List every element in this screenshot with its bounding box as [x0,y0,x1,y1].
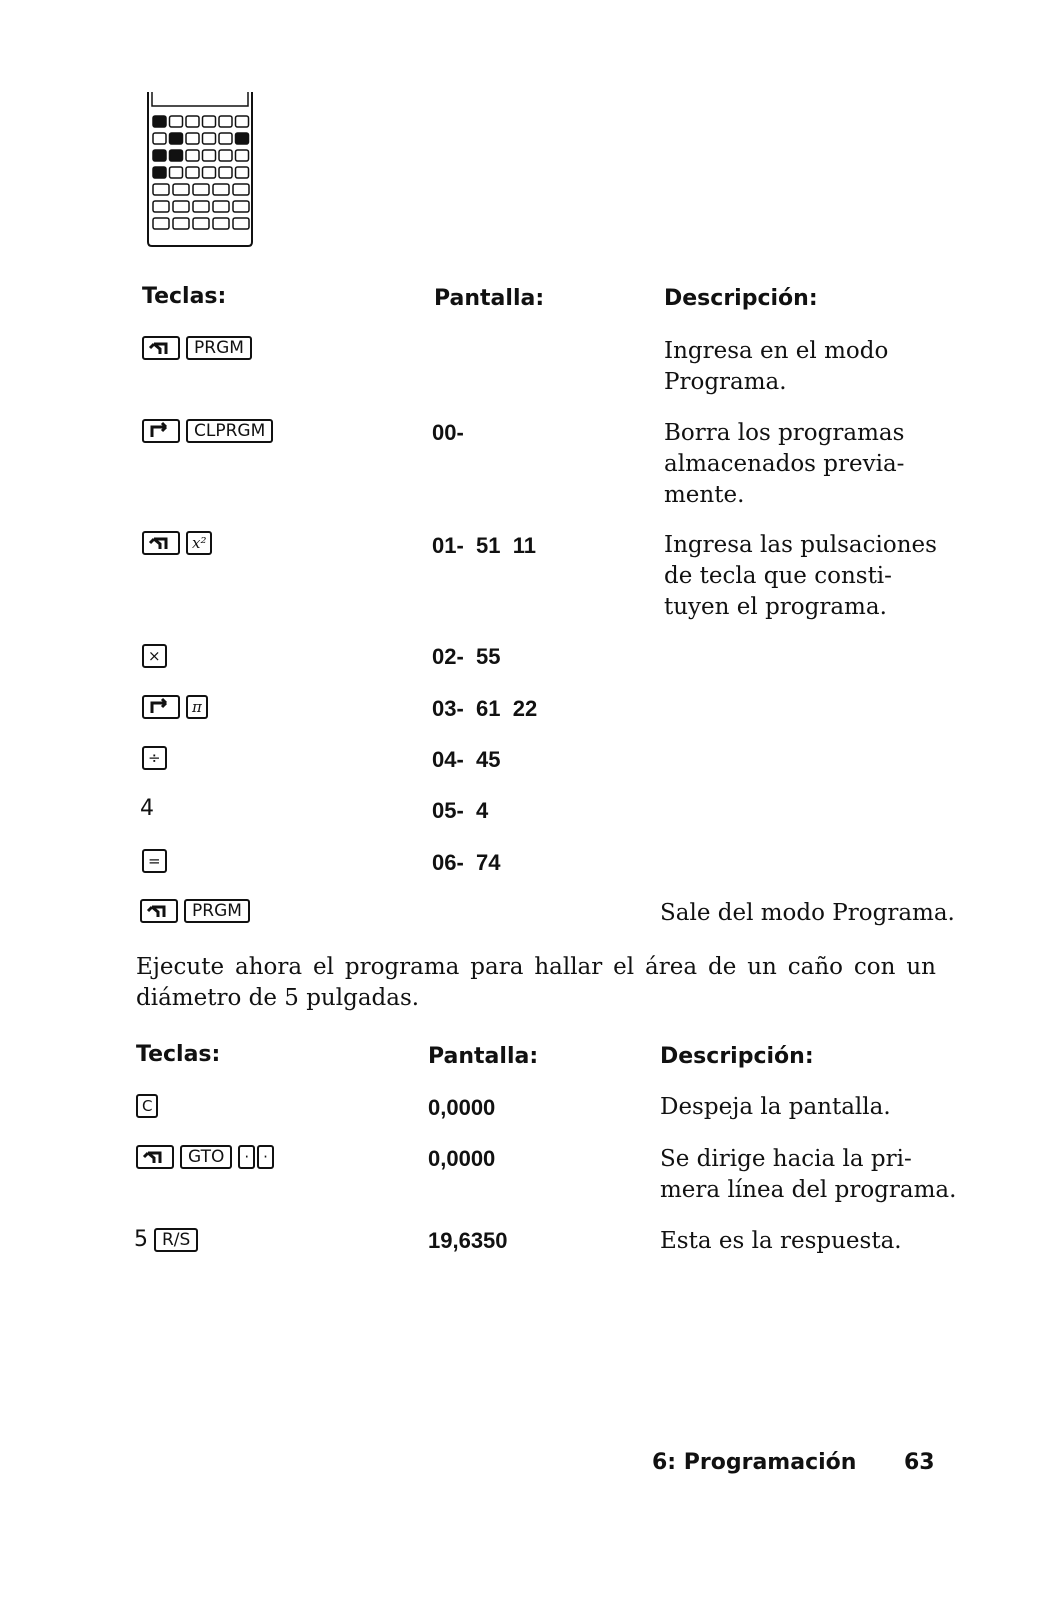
prgm-key: PRGM [184,899,250,923]
multiply-key: × [142,644,167,668]
table1-row1-description: Ingresa en el modo Programa. [664,338,889,395]
left-shift-icon [136,1145,174,1169]
table2-row2-keys [136,1145,280,1169]
x-squared-key: x² [186,531,212,555]
pi-key: π [186,695,208,719]
table1-row8-keys [142,849,173,873]
footer-section-title: 6: Programación [652,1450,857,1475]
table2-row3-keys [134,1227,204,1252]
decimal-key: · [257,1145,274,1169]
table1-row3-display: 01- 51 11 [432,533,536,558]
right-shift-icon [142,419,180,443]
table2-row1-display: 0,0000 [428,1095,496,1120]
table1-row6-keys [142,746,173,770]
divide-key: ÷ [142,746,167,770]
table2-row2-description: Se dirige hacia la pri- mera línea del programa. [660,1146,957,1203]
digit-4: 4 [140,796,154,821]
table2-row1-description: Despeja la pantalla. [660,1094,891,1120]
table1-row2-description: Borra los programas almacenados previa- mente. [664,420,905,508]
table1-header-display: Pantalla: [434,286,545,311]
table1-row4-display: 02- 55 [432,644,501,669]
table1-row9-description: Sale del modo Programa. [660,900,955,926]
calculator-keypad-illustration [146,92,252,242]
table1-row5-keys [142,695,214,719]
table1-header-description: Descripción: [664,286,818,311]
table2-header-display: Pantalla: [428,1044,539,1069]
table2-row2-display: 0,0000 [428,1146,496,1171]
table1-row7-display: 05- 4 [432,798,489,823]
table1-row2-display: 00- [432,420,464,445]
table2-row1-keys [136,1094,164,1118]
table1-row5-display: 03- 61 22 [432,696,538,721]
table1-row2-keys [142,419,279,443]
table2-header-keys: Teclas: [136,1042,221,1067]
prgm-key: PRGM [186,336,252,360]
left-shift-icon [142,531,180,555]
left-shift-icon [142,336,180,360]
run-stop-key: R/S [154,1228,198,1252]
table1-row9-keys [140,899,256,923]
table1-row3-description: Ingresa las pulsaciones de tecla que consti- tuyen el programa. [664,532,937,620]
right-shift-icon [142,695,180,719]
table1-row4-keys [142,644,173,668]
table1-row3-keys [142,531,218,555]
decimal-key: · [238,1145,255,1169]
digit-5: 5 [134,1227,148,1252]
left-shift-icon [140,899,178,923]
table2-row3-description: Esta es la respuesta. [660,1228,902,1254]
clprgm-key: CLPRGM [186,419,273,443]
gto-key: GTO [180,1145,232,1169]
instruction-paragraph: Ejecute ahora el programa para hallar el área de un caño con un diámetro de 5 pulgadas. [136,954,936,1011]
table2-header-description: Descripción: [660,1044,814,1069]
keypad-icon [146,92,256,248]
table1-header-keys: Teclas: [142,284,227,309]
table2-row3-display: 19,6350 [428,1228,508,1253]
table1-row1-keys [142,336,258,360]
table1-row7-keys [140,796,154,821]
clear-key: C [136,1094,158,1118]
footer-page-number: 63 [904,1450,935,1475]
equals-key: = [142,849,167,873]
table1-row6-display: 04- 45 [432,747,501,772]
table1-row8-display: 06- 74 [432,850,501,875]
